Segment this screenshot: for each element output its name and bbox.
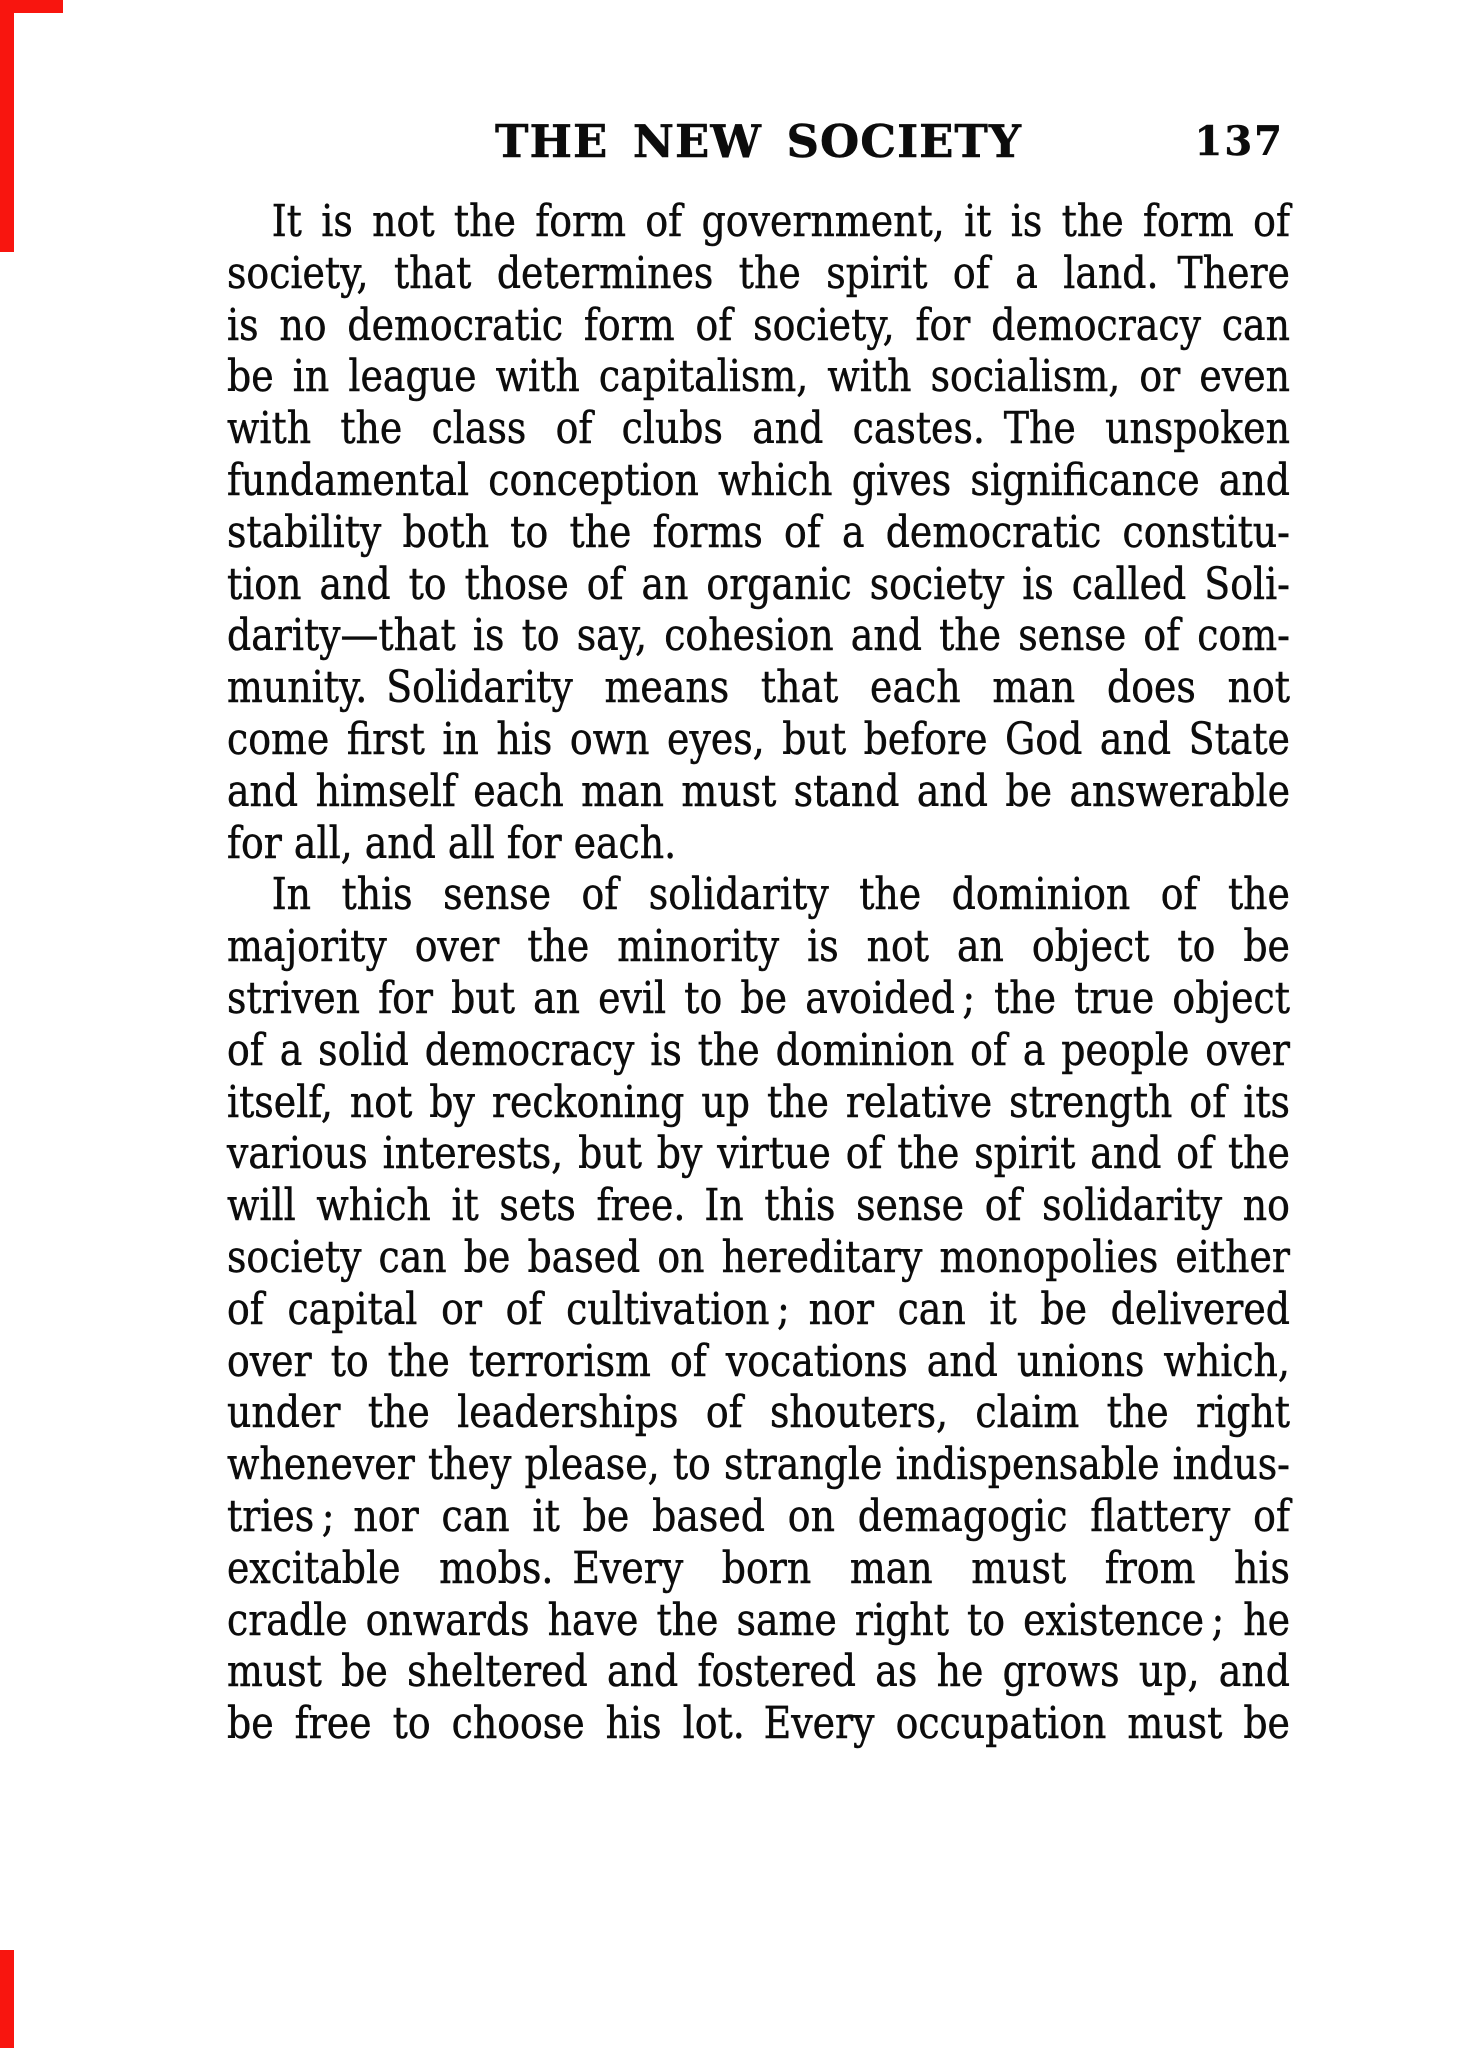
- text-line: society can be based on hereditary monopolies either: [227, 1231, 1290, 1283]
- text-line: is no democratic form of society, for democracy can: [227, 299, 1290, 351]
- text-line: striven for but an evil to be avoided ; the true object: [227, 972, 1290, 1024]
- text-line: must be sheltered and fostered as he grows up, and: [227, 1646, 1290, 1698]
- text-line: tion and to those of an organic society is called Soli-: [227, 558, 1290, 610]
- text-line: come first in his own eyes, but before God and State: [227, 713, 1290, 765]
- text-line: fundamental conception which gives significance and: [227, 454, 1290, 506]
- text-line: In this sense of solidarity the dominion of the: [271, 869, 1290, 921]
- scan-artifact-top-bar: [0, 0, 63, 13]
- text-line: itself, not by reckoning up the relative strength of its: [227, 1076, 1290, 1128]
- text-line: society, that determines the spirit of a land. There: [227, 247, 1290, 299]
- text-line: tries ; nor can it be based on demagogic flattery of: [227, 1490, 1290, 1542]
- text-line: It is not the form of government, it is the form of: [271, 196, 1290, 247]
- text-line: under the leaderships of shouters, claim the right: [227, 1387, 1290, 1439]
- text-line: various interests, but by virtue of the spirit and of the: [227, 1128, 1290, 1180]
- paragraph-1: [227, 196, 1290, 869]
- page-header: [227, 116, 1290, 168]
- text-line: excitable mobs. Every born man must from his: [227, 1542, 1290, 1594]
- running-title: THE NEW SOCIETY: [494, 115, 1023, 168]
- text-line: majority over the minority is not an object to be: [227, 921, 1290, 973]
- text-line: whenever they please, to strangle indispensable indus-: [227, 1439, 1290, 1491]
- scan-artifact-left-top-bar: [0, 0, 14, 252]
- text-line: and himself each man must stand and be answerable: [227, 765, 1290, 817]
- text-line: will which it sets free. In this sense of solidarity no: [227, 1180, 1290, 1232]
- text-line: be in league with capitalism, with socialism, or even: [227, 351, 1290, 403]
- text-line: stability both to the forms of a democratic constitu-: [227, 506, 1290, 558]
- text-line: of a solid democracy is the dominion of a people over: [227, 1024, 1290, 1076]
- text-line: munity. Solidarity means that each man does not: [227, 662, 1290, 714]
- text-line: over to the terrorism of vocations and unions which,: [227, 1335, 1290, 1387]
- text-line: for all, and all for each.: [227, 817, 677, 869]
- scan-artifact-left-bottom-bar: [0, 1950, 14, 2048]
- text-line: be free to choose his lot. Every occupation must be: [227, 1698, 1290, 1750]
- page-number: 137: [1194, 118, 1284, 165]
- text-line: cradle onwards have the same right to existence ; he: [227, 1594, 1290, 1646]
- text-line: with the class of clubs and castes. The unspoken: [227, 403, 1290, 455]
- text-line: darity—that is to say, cohesion and the sense of com-: [227, 610, 1290, 662]
- body-text-block: [227, 196, 1290, 1750]
- paragraph-2: [227, 869, 1290, 1750]
- text-line: of capital or of cultivation ; nor can it be delivered: [227, 1283, 1290, 1335]
